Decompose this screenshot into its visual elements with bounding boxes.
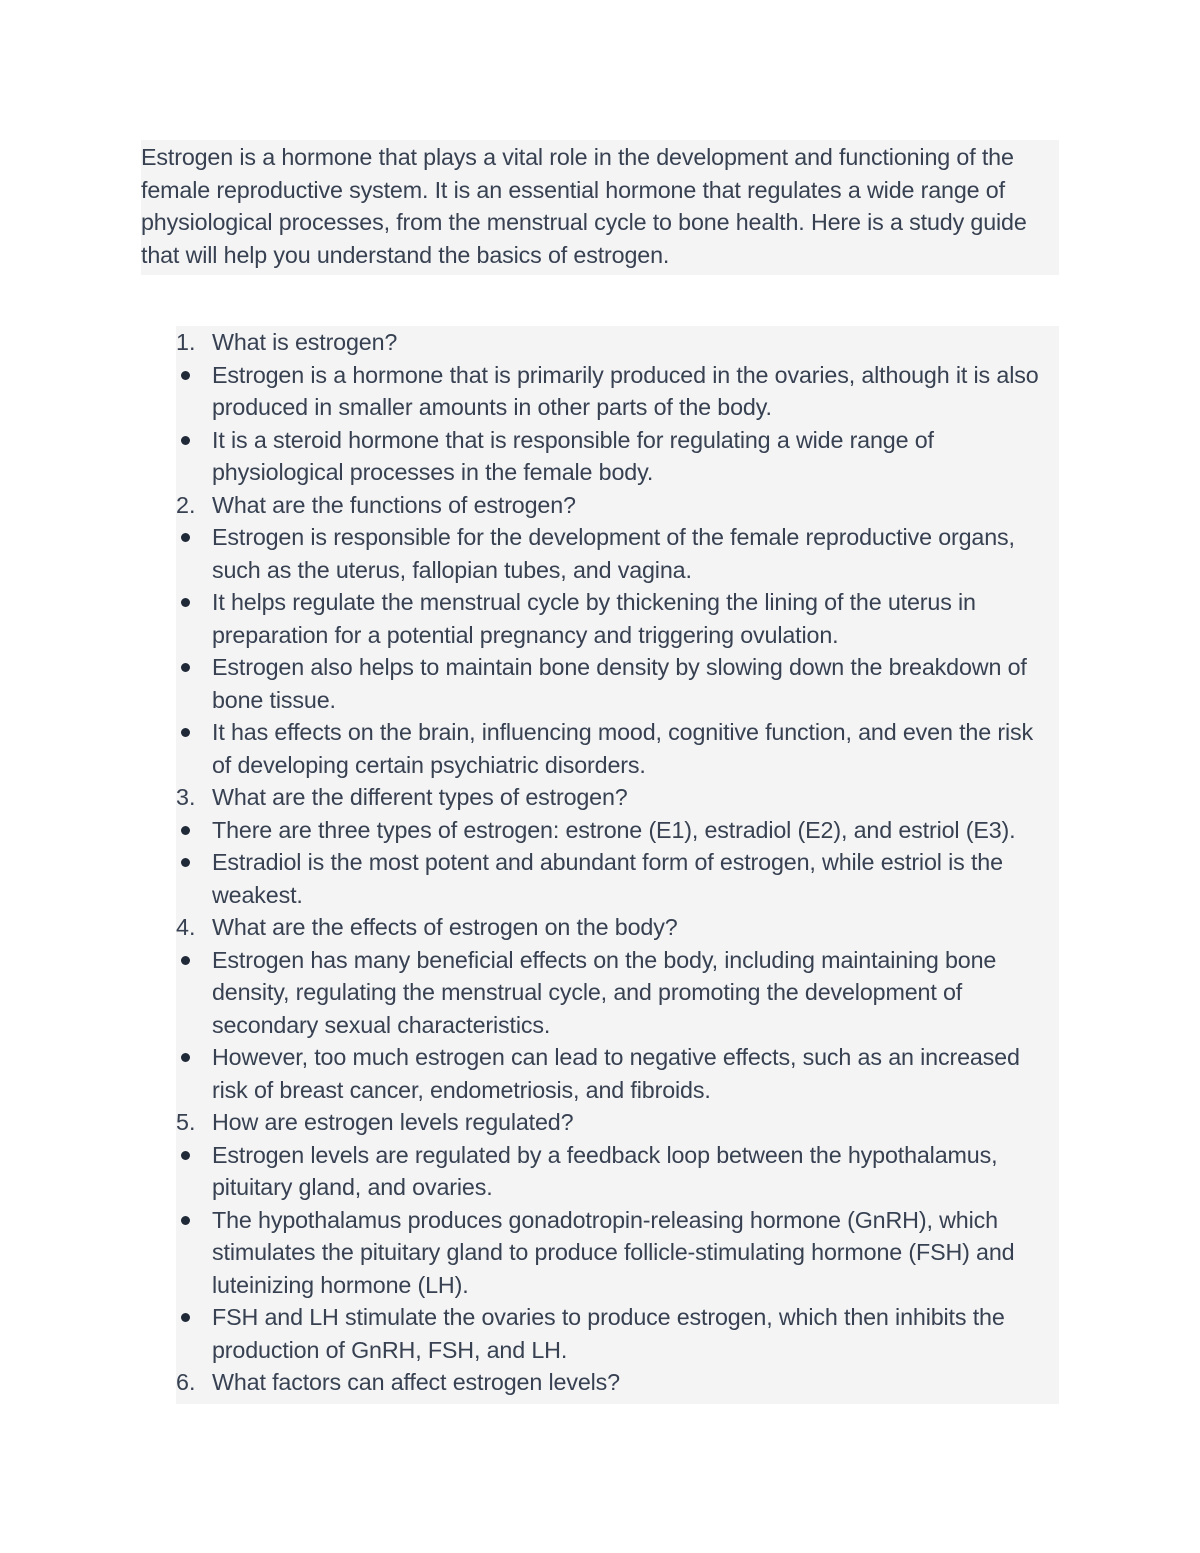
- item-text-line: physiological processes in the female body.: [212, 459, 654, 485]
- item-text-line: However, too much estrogen can lead to negative effects, such as an increased: [212, 1044, 1020, 1070]
- numbered-question-item: [176, 489, 1059, 522]
- bullet-item: [176, 586, 1059, 651]
- bullet-item: [176, 716, 1059, 781]
- bullet-dot-icon: [181, 1151, 190, 1160]
- intro-line: physiological processes, from the menstrual cycle to bone health. Here is a study guide: [141, 209, 1027, 235]
- list-number: 6.: [176, 1369, 196, 1395]
- item-text-line: Estrogen levels are regulated by a feedback loop between the hypothalamus,: [212, 1141, 998, 1168]
- item-text-line: Estrogen also helps to maintain bone density by slowing down the breakdown of: [212, 654, 1027, 680]
- bullet-dot-icon: [181, 533, 190, 542]
- item-text-line: Estrogen has many beneficial effects on the body, including maintaining bone: [212, 946, 997, 973]
- item-text-line: What are the functions of estrogen?: [212, 491, 576, 518]
- item-text-line: pituitary gland, and ovaries.: [212, 1174, 493, 1200]
- intro-paragraph: [141, 140, 1059, 275]
- bullet-item: [176, 1204, 1059, 1302]
- item-text-line: preparation for a potential pregnancy and triggering ovulation.: [212, 621, 839, 648]
- item-text-line: risk of breast cancer, endometriosis, and fibroids.: [212, 1076, 711, 1103]
- bullet-dot-icon: [181, 1053, 190, 1062]
- bullet-dot-icon: [181, 1216, 190, 1225]
- list-number: 5.: [176, 1109, 196, 1135]
- item-text-line: Estradiol is the most potent and abundant form of estrogen, while estriol is the: [212, 849, 1003, 875]
- bullet-dot-icon: [181, 371, 190, 380]
- numbered-question-item: [176, 781, 1059, 814]
- intro-line: that will help you understand the basics of estrogen.: [141, 241, 670, 268]
- item-text-line: There are three types of estrogen: estrone (E1), estradiol (E2), and estriol (E3).: [212, 816, 1016, 843]
- item-text-line: Estrogen is responsible for the development of the female reproductive organs,: [212, 524, 1015, 550]
- bullet-item: [176, 1301, 1059, 1366]
- bullet-item: [176, 651, 1059, 716]
- item-text-line: What are the different types of estrogen?: [212, 784, 628, 810]
- item-text-line: What are the effects of estrogen on the body?: [212, 914, 678, 940]
- guide-items: [176, 326, 1059, 1399]
- item-text-line: Estrogen is a hormone that is primarily produced in the ovaries, although it is also: [212, 361, 1039, 388]
- item-text-line: such as the uterus, fallopian tubes, and vagina.: [212, 556, 692, 583]
- item-text-line: secondary sexual characteristics.: [212, 1011, 551, 1038]
- numbered-question-item: [176, 1366, 1059, 1399]
- bullet-item: [176, 521, 1059, 586]
- item-text-line: It helps regulate the menstrual cycle by thickening the lining of the uterus in: [212, 589, 976, 615]
- list-number: 1.: [176, 329, 196, 355]
- item-text-line: weakest.: [212, 881, 303, 908]
- item-text-line: How are estrogen levels regulated?: [212, 1109, 574, 1135]
- item-text-line: density, regulating the menstrual cycle, and promoting the development of: [212, 979, 963, 1005]
- bullet-dot-icon: [181, 1313, 190, 1322]
- bullet-dot-icon: [181, 826, 190, 835]
- intro-line: female reproductive system. It is an essential hormone that regulates a wide range of: [141, 176, 1005, 203]
- item-text-line: What is estrogen?: [212, 329, 398, 355]
- list-number: 4.: [176, 914, 196, 940]
- bullet-item: [176, 846, 1059, 911]
- item-text-line: stimulates the pituitary gland to produce follicle-stimulating hormone (FSH) and: [212, 1239, 1015, 1265]
- bullet-item: [176, 424, 1059, 489]
- bullet-dot-icon: [181, 728, 190, 737]
- item-text-line: The hypothalamus produces gonadotropin-releasing hormone (GnRH), which: [212, 1206, 998, 1233]
- bullet-item: [176, 814, 1059, 847]
- bullet-dot-icon: [181, 436, 190, 445]
- list-number: 2.: [176, 491, 196, 518]
- item-text-line: It is a steroid hormone that is responsible for regulating a wide range of: [212, 426, 934, 453]
- bullet-item: [176, 1041, 1059, 1106]
- bullet-dot-icon: [181, 956, 190, 965]
- numbered-question-item: [176, 911, 1059, 944]
- numbered-question-item: [176, 326, 1059, 359]
- list-number: 3.: [176, 784, 196, 810]
- numbered-question-item: [176, 1106, 1059, 1139]
- study-guide-list: [176, 326, 1059, 1404]
- item-text-line: produced in smaller amounts in other parts of the body.: [212, 394, 772, 420]
- bullet-item: [176, 1139, 1059, 1204]
- item-text-line: of developing certain psychiatric disorders.: [212, 751, 646, 778]
- item-text-line: What factors can affect estrogen levels?: [212, 1369, 620, 1395]
- bullet-item: [176, 944, 1059, 1042]
- item-text-line: production of GnRH, FSH, and LH.: [212, 1336, 568, 1363]
- item-text-line: FSH and LH stimulate the ovaries to produce estrogen, which then inhibits the: [212, 1304, 1005, 1330]
- item-text-line: luteinizing hormone (LH).: [212, 1271, 469, 1298]
- bullet-dot-icon: [181, 858, 190, 867]
- bullet-dot-icon: [181, 598, 190, 607]
- item-text-line: It has effects on the brain, influencing mood, cognitive function, and even the risk: [212, 719, 1033, 745]
- bullet-item: [176, 359, 1059, 424]
- bullet-dot-icon: [181, 663, 190, 672]
- intro-line: Estrogen is a hormone that plays a vital role in the development and functioning of the: [141, 144, 1014, 170]
- item-text-line: bone tissue.: [212, 686, 336, 713]
